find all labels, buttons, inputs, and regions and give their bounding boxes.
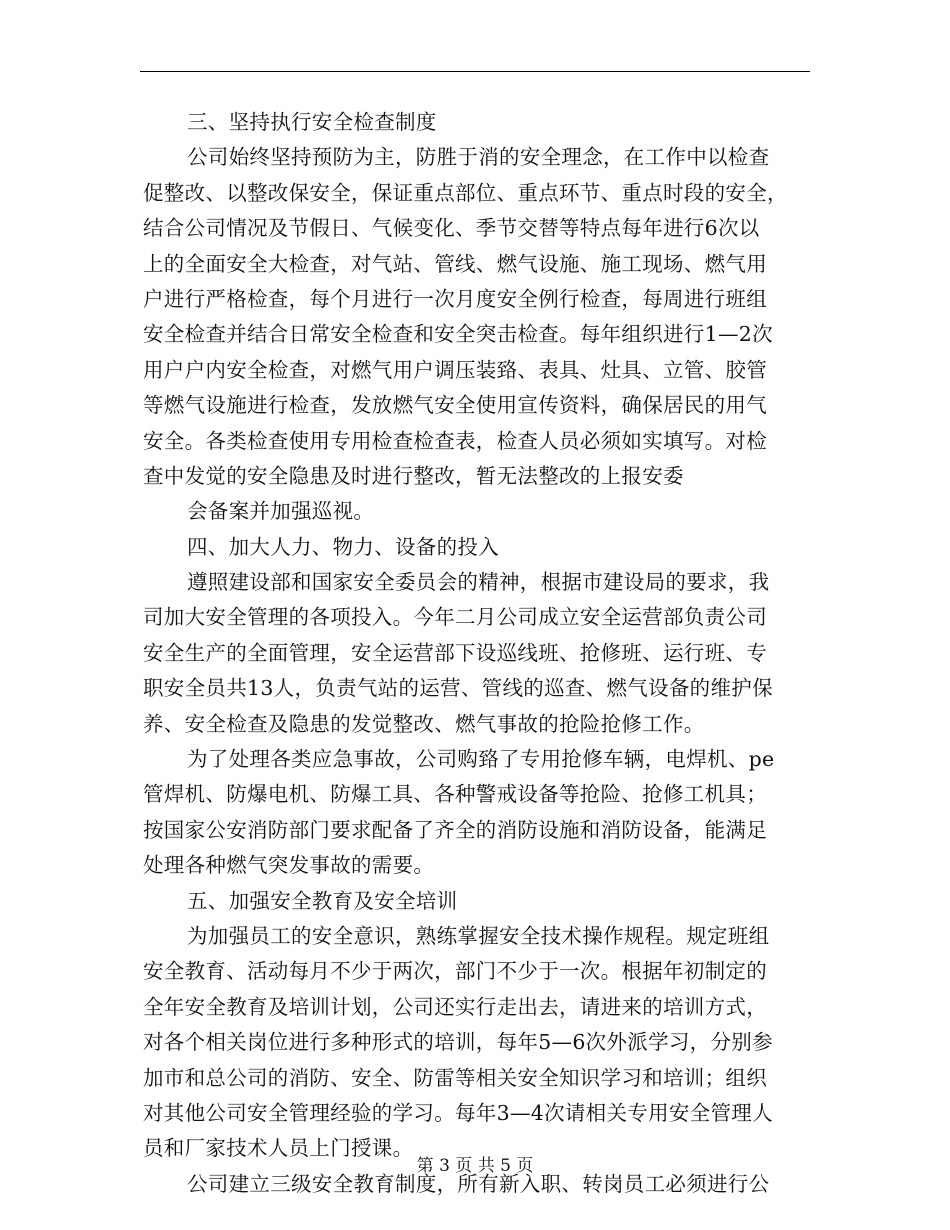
paragraph-line: 按国家公安消防部门要求配备了齐全的消防设施和消防设备，能满足 bbox=[143, 817, 767, 842]
paragraph-line: 户进行严格检查，每个月进行一次月度安全例行检查，每周进行班组 bbox=[143, 286, 767, 311]
paragraph-line: 处理各种燃气突发事故的需要。 bbox=[143, 853, 435, 878]
paragraph-line: 全年安全教育及培训计划，公司还实行走出去，请进来的培训方式， bbox=[143, 994, 767, 1019]
paragraph-line: 用户户内安全检查，对燃气用户调压装臵、表具、灶具、立管、胶管 bbox=[143, 357, 767, 382]
paragraph-line: 查中发觉的安全隐患及时进行整改，暂无法整改的上报安委 bbox=[143, 463, 684, 488]
paragraph-line: 管焊机、防爆电机、防爆工具、各种警戒设备等抢险、抢修工机具； bbox=[143, 782, 767, 807]
paragraph-line: 促整改、以整改保安全，保证重点部位、重点环节、重点时段的安全， bbox=[143, 180, 788, 205]
section-heading: 五、加强安全教育及安全培训 bbox=[187, 888, 458, 913]
section-heading: 四、加大人力、物力、设备的投入 bbox=[187, 534, 499, 559]
paragraph-line: 为加强员工的安全意识，熟练掌握安全技术操作规程。规定班组 bbox=[187, 923, 770, 948]
section-heading: 三、坚持执行安全检查制度 bbox=[187, 110, 437, 134]
paragraph-line: 安全。各类检查使用专用检查检查表，检查人员必须如实填写。对检 bbox=[143, 428, 767, 453]
paragraph-line: 安全检查并结合日常安全检查和安全突击检查。每年组织进行1—2次 bbox=[143, 322, 773, 347]
paragraph-line: 公司始终坚持预防为主，防胜于消的安全理念，在工作中以检查 bbox=[187, 145, 770, 170]
paragraph-line: 遵照建设部和国家安全委员会的精神，根据市建设局的要求，我 bbox=[187, 570, 770, 595]
paragraph-line: 对各个相关岗位进行多种形式的培训，每年5—6次外派学习，分别参 bbox=[143, 1030, 773, 1055]
paragraph-line: 员和厂家技术人员上门授课。 bbox=[143, 1136, 414, 1161]
page-number-footer: 第 3 页 共 5 页 bbox=[416, 1156, 534, 1176]
paragraph-line: 司加大安全管理的各项投入。今年二月公司成立安全运营部负责公司 bbox=[143, 605, 767, 630]
paragraph-line: 安全生产的全面管理，安全运营部下设巡线班、抢修班、运行班、专 bbox=[143, 640, 767, 665]
paragraph-line: 等燃气设施进行检查，发放燃气安全使用宣传资料，确保居民的用气 bbox=[143, 393, 767, 418]
paragraph-line: 职安全员共13人，负责气站的运营、管线的巡查、燃气设备的维护保 bbox=[143, 676, 773, 701]
paragraph-line: 养、安全检查及隐患的发觉整改、燃气事故的抢险抢修工作。 bbox=[143, 711, 705, 736]
paragraph-line: 为了处理各类应急事故，公司购臵了专用抢修车辆，电焊机、pe bbox=[187, 747, 775, 772]
paragraph-line: 安全教育、活动每月不少于两次，部门不少于一次。根据年初制定的 bbox=[143, 959, 767, 984]
paragraph-line: 加市和总公司的消防、安全、防雷等相关安全知识学习和培训；组织 bbox=[143, 1065, 767, 1090]
paragraph-line: 上的全面安全大检查，对气站、管线、燃气设施、施工现场、燃气用 bbox=[143, 251, 767, 276]
body-text bbox=[143, 105, 813, 1202]
header-rule bbox=[140, 71, 810, 72]
paragraph-line: 会备案并加强巡视。 bbox=[187, 499, 375, 524]
paragraph-line: 公司建立三级安全教育制度，所有新入职、转岗员工必须进行公 bbox=[187, 1171, 770, 1196]
paragraph-line: 对其他公司安全管理经验的学习。每年3—4次请相关专用安全管理人 bbox=[143, 1100, 773, 1125]
paragraph-line: 结合公司情况及节假日、气候变化、季节交替等特点每年进行6次以 bbox=[143, 216, 760, 241]
